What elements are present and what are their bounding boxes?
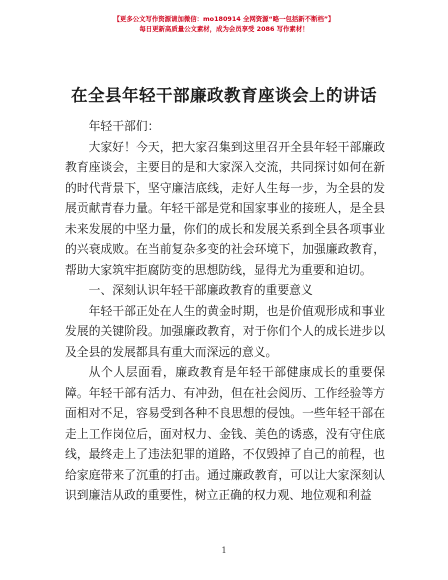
- promo-line-1: 【更多公文写作资源请加微信：mo180914 全网资源“略一包括新不断档”】: [113, 15, 335, 23]
- promo-banner: [0, 14, 448, 34]
- page-number: 1: [221, 546, 227, 555]
- promo-line-2: 每日更新高质量公文素材，成为会员享受 2086 写作素材！: [139, 25, 309, 33]
- paragraph-significance: 年轻干部正处在人生的黄金时期，也是价值观形成和事业发展的关键阶段。加强廉政教育，对于你们个人的成长进步以及全县的发展都具有重大而深远的意义。: [65, 303, 385, 359]
- section-heading-1: 一、深刻认识年轻干部廉政教育的重要意义: [88, 283, 313, 297]
- document-body: [65, 116, 385, 506]
- paragraph-personal-level: 从个人层面看，廉政教育是年轻干部健康成长的重要保障。年轻干部有活力、有冲劲，但在社会阅历、工作经验等方面相对不足，容易受到各种不良思想的侵蚀。一些年轻干部在走上工作岗位后，面对权力、金钱、美色的诱惑，没有守住底线，最终走上了违法犯罪的道路，不仅毁掉了自己的前程，也给家庭带来了沉重的打击。通过廉政教育，可以让大家深刻认识到廉洁从政的重要性，树立正确的权力观、地位观和利益: [65, 365, 385, 502]
- document-title: 在全县年轻干部廉政教育座谈会上的讲话: [71, 86, 377, 105]
- paragraph-intro: 大家好！今天，把大家召集到这里召开全县年轻干部廉政教育座谈会，主要目的是和大家深入交流，共同探讨如何在新的时代背景下，坚守廉洁底线，走好人生每一步，为全县的发展贡献青春力量。年轻干部是党和国家事业的接班人，是全县未来发展的中坚力量，你们的成长和发展关系到全县各项事业的兴衰成败。在当前复杂多变的社会环境下，加强廉政教育，帮助大家筑牢拒腐防变的思想防线，显得尤为重要和迫切。: [65, 139, 385, 277]
- greeting: 年轻干部们：: [88, 119, 160, 133]
